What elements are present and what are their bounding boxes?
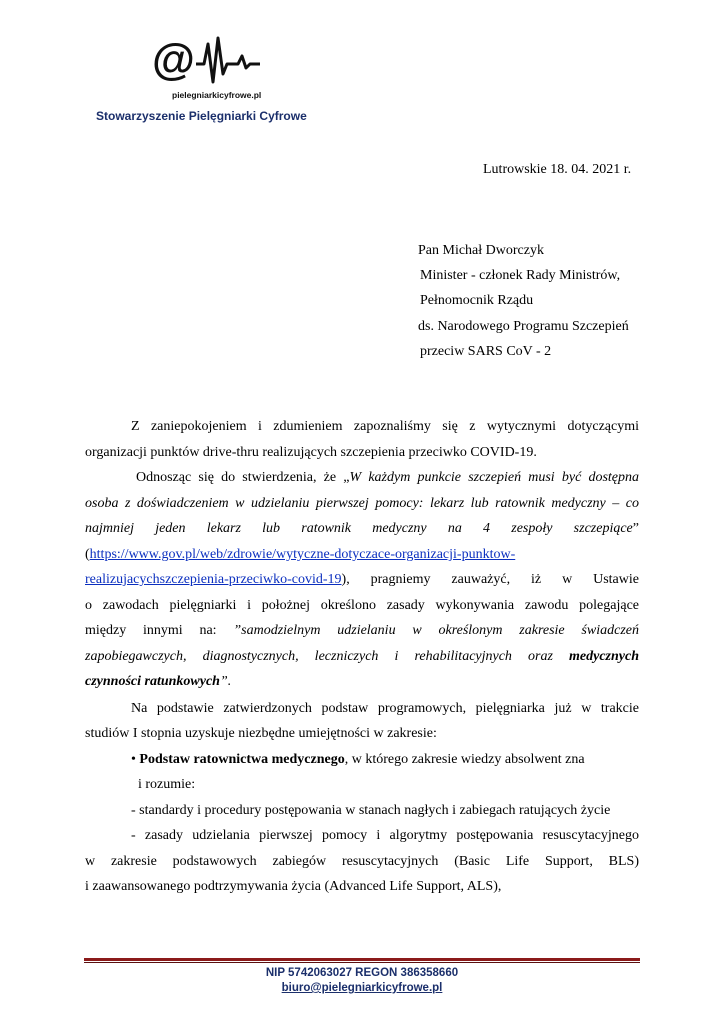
paragraph-3-line-1: Na podstawie zatwierdzonych podstaw programowych, pielęgniarka już w trakcie xyxy=(131,701,639,716)
logo-icon xyxy=(152,34,262,90)
recipient-line-4: ds. Narodowego Programu Szczepień xyxy=(418,319,629,334)
text-span: Odnosząc się do stwierdzenia, że „ xyxy=(136,470,350,485)
quote-bold-span: czynności ratunkowych xyxy=(85,674,220,689)
text-span: ” xyxy=(632,521,639,536)
pulse-line-icon xyxy=(196,38,260,82)
quote-span: ”samodzielnym udzielaniu w określonym zakresie świadczeń xyxy=(233,623,639,638)
quote-bold-span: medycznych xyxy=(569,649,639,664)
recipient-line-3: Pełnomocnik Rządu xyxy=(420,293,534,308)
guidelines-link-continued[interactable]: realizujacychszczepienia-przeciwko-covid-19 xyxy=(85,572,342,587)
bullet-icon: • xyxy=(131,752,140,767)
footer-ids: NIP 5742063027 REGON 386358660 xyxy=(265,967,459,979)
list-item-2-line-1: - zasady udzielania pierwszej pomocy i algorytmy postępowania resuscytacyjnego xyxy=(131,828,639,843)
quote-span: W każdym punkcie szczepień musi być dostępna xyxy=(349,470,640,485)
quote-span: zapobiegawczych, diagnostycznych, leczniczych i rehabilitacyjnych oraz xyxy=(85,649,570,664)
list-item-1: - standardy i procedury postępowania w stanach nagłych i zabiegach ratujących życie xyxy=(131,803,611,818)
logo-at-symbol: @ xyxy=(152,35,195,84)
quote-span: osoba z doświadczeniem w udzielaniu pierwszej pomocy: lekarz lub ratownik medyczny – co xyxy=(85,496,639,511)
footer-divider-thin xyxy=(84,962,640,963)
bullet-title: Podstaw ratownictwa medycznego xyxy=(139,752,345,767)
paragraph-2-line-2 xyxy=(85,496,639,512)
date-line: Lutrowskie 18. 04. 2021 r. xyxy=(483,162,632,177)
paragraph-2-line-1 xyxy=(136,470,639,486)
list-item-2-line-3: i zaawansowanego podtrzymywania życia (Advanced Life Support, ALS), xyxy=(85,879,502,894)
quote-span: najmniej jeden lekarz lub ratownik medyczny na 4 zespoły szczepiące xyxy=(85,521,633,536)
recipient-line-5: przeciw SARS CoV - 2 xyxy=(420,344,552,359)
recipient-line-2: Minister - członek Rady Ministrów, xyxy=(420,268,621,283)
text-span: , w którego zakresie wiedzy absolwent zna xyxy=(344,752,585,767)
text-span: ( xyxy=(85,547,90,562)
paragraph-2-line-4 xyxy=(85,547,515,563)
bullet-item-line-2: i rozumie: xyxy=(138,777,196,792)
paragraph-1-line-1: Z zaniepokojeniem i zdumieniem zapoznaliśmy się z wytycznymi dotyczącymi xyxy=(131,419,639,434)
paragraph-2-line-9 xyxy=(85,674,231,690)
paragraph-2-line-6: o zawodach pielęgniarki i położnej określono zasady wykonywania zawodu polegające xyxy=(85,598,639,613)
recipient-line-1: Pan Michał Dworczyk xyxy=(418,243,544,258)
organization-name: Stowarzyszenie Pielęgniarki Cyfrowe xyxy=(96,109,307,123)
paragraph-2-line-8 xyxy=(85,649,639,665)
list-item-2-line-2: w zakresie podstawowych zabiegów resuscytacyjnych (Basic Life Support, BLS) xyxy=(85,854,639,869)
guidelines-link[interactable]: https://www.gov.pl/web/zdrowie/wytyczne-dotyczace-organizacji-punktow- xyxy=(89,547,516,562)
paragraph-3-line-2: studiów I stopnia uzyskuje niezbędne umiejętności w zakresie: xyxy=(85,726,437,741)
text-span: między innymi na: xyxy=(85,623,234,638)
paragraph-2-line-7 xyxy=(85,623,639,639)
paragraph-1-line-2: organizacji punktów drive-thru realizujących szczepienia przeciwko COVID-19. xyxy=(85,445,537,460)
footer-email-link[interactable]: biuro@pielegniarkicyfrowe.pl xyxy=(281,982,443,994)
footer-email xyxy=(0,981,724,995)
paragraph-2-line-3 xyxy=(85,521,639,537)
quote-span: ”. xyxy=(219,674,232,689)
text-span: ), pragniemy zauważyć, iż w Ustawie xyxy=(341,572,639,587)
logo-site-name: pielegniarkicyfrowe.pl xyxy=(172,90,262,100)
bullet-item xyxy=(131,752,585,768)
footer-divider xyxy=(84,958,640,961)
paragraph-2-line-5 xyxy=(85,572,639,588)
